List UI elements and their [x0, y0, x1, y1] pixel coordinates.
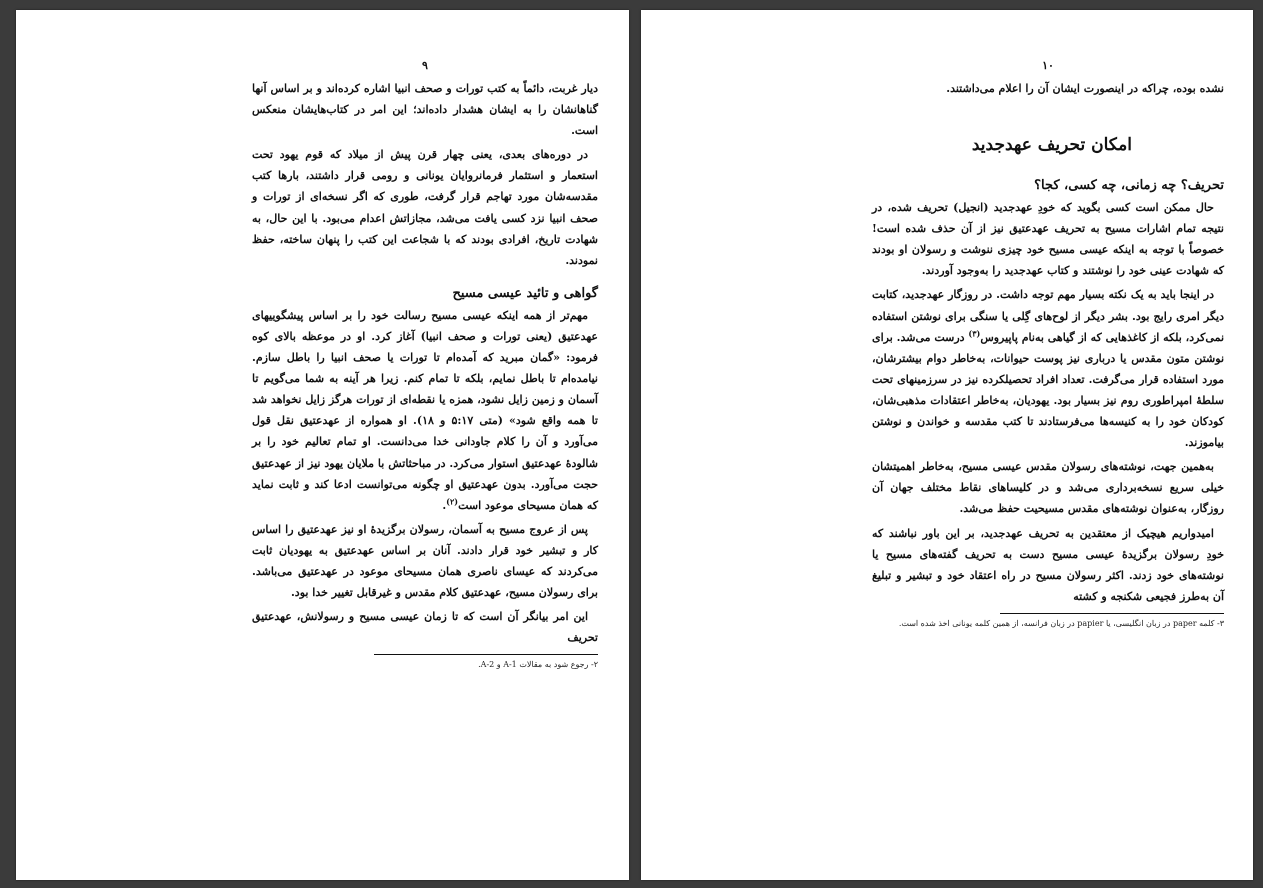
- footnote: ۲- رجوع شود به مقالات A-1 و A-2.: [478, 660, 598, 670]
- page-number: ٩: [422, 59, 428, 72]
- page-content: [252, 60, 598, 671]
- footnote-divider: [374, 654, 598, 655]
- page-content: [872, 60, 1224, 630]
- page-number: ١٠: [1042, 59, 1054, 72]
- paragraph: پس از عروج مسیح به آسمان، رسولان برگزیدهٔ او نیز عهدعتیق را اساس کار و تبشیر خود قرار دادند. آنان بر اساس عهدعتیق به یهودیان ثابت می‌کردند که عیسای ناصری همان مسیحای موعود در عهدعتیق می‌باشد. برای رسولان مسیح، عهدعتیق کلام مقدس و غیرقابل تغییر خدا بود.: [252, 522, 598, 600]
- footnote-divider: [1000, 613, 1224, 614]
- paragraph-text: مهم‌تر از همه اینکه عیسی مسیح رسالت خود را بر اساس پیشگوییهای عهدعتیق (یعنی تورات و صحف انبیا) آغاز کرد. او در موعظه بالای کوه فرمود: «گمان مبرید که آمده‌ام تا تورات یا صحف انبیا را باطل سازم. نیامده‌ام تا باطل نمایم، بلکه تا تمام کنم. زیرا هر آینه به شما می‌گویم تا آسمان و زمین زایل نشود، همزه یا نقطه‌ای از تورات هرگز زایل نخواهد شد تا همه واقع شود» (متی ۵:۱۷ و ۱۸). او همواره از عهدعتیق نقل قول می‌آورد و آن را کلام جاودانی خدا می‌دانست. او تمام تعالیم خود را بر شالودهٔ عهدعتیق استوار می‌کرد. در مباحثاتش با ملایان یهود نیز از عهدعتیق حجت می‌آورد. بدون عهدعتیق او چگونه می‌توانست ادعا کند و ثابت نماید که همان مسیحای موعود است: [252, 308, 598, 512]
- footnote: ۳- کلمه paper در زبان انگلیسی، یا papier در زبان فرانسه، از همین کلمه یونانی اخذ شده است.: [898, 618, 1224, 628]
- section-heading: گواهی و تائید عیسی مسیح: [452, 285, 598, 301]
- paragraph: مهم‌تر از همه اینکه عیسی مسیح رسالت خود را بر اساس پیشگوییهای عهدعتیق (یعنی تورات و صحف انبیا) آغاز کرد. او در موعظه بالای کوه فرمود: «گمان مبرید که آمده‌ام تا تورات یا صحف انبیا را باطل سازم. نیامده‌ام تا باطل نمایم، بلکه تا تمام کنم. زیرا هر آینه به شما می‌گویم تا آسمان و زمین زایل نشود، همزه یا نقطه‌ای از تورات هرگز زایل نخواهد شد تا همه واقع شود» (متی ۵:۱۷ و ۱۸). او همواره از عهدعتیق نقل قول می‌آورد و آن را کلام جاودانی خدا می‌دانست. او تمام تعالیم خود را بر شالودهٔ عهدعتیق استوار می‌کرد. در مباحثاتش با ملایان یهود نیز از عهدعتیق حجت می‌آورد. بدون عهدعتیق او چگونه می‌توانست ادعا کند و ثابت نماید که همان مسیحای موعود است$^{(۲)}$.: [252, 308, 598, 512]
- footnote-reference: (۲): [446, 496, 459, 507]
- chapter-title: امکان تحریف عهدجدید: [971, 135, 1132, 156]
- paragraph-text: درست می‌شد. برای نوشتن متون مقدس یا درباری نیز پوست حیوانات، به‌خاطر دوام بیشترشان، مورد استفاده قرار می‌گرفت. تعداد افراد تحصیلکرده نیز در سرزمینهای تحت سلطهٔ امپراطوری روم نیز بسیار بود. یهودیان، به‌خاطر اعتقادات مذهبی‌شان، کودکان خود را به کنیسه‌ها می‌فرستادند تا کتب مقدسه و خواندن و نوشتن بیاموزند.: [872, 330, 1224, 450]
- paragraph: نشده بوده، چراکه در اینصورت ایشان آن را اعلام می‌داشتند.: [946, 82, 1224, 95]
- paragraph: حال ممکن است کسی بگوید که خودِ عهدجدید (انجیل) تحریف شده، در نتیجه تمام اشارات مسیح به تحریف عهدعتیق نیز از آن حذف شده است! خصوصاً با توجه به اینکه عیسی مسیح خود چیزی ننوشت و رسولان او بودند که شهادت عینی خود را نوشتند و کتاب عهدجدید را به‌وجود آوردند.: [872, 201, 1224, 278]
- paragraph: این امر بیانگر آن است که تا زمان عیسی مسیح و رسولانش، عهدعتیق تحریف: [252, 610, 598, 645]
- book-page-right: [641, 10, 1253, 880]
- footnote-reference: (۳): [968, 328, 981, 338]
- section-heading: تحریف؟ چه زمانی، چه کسی، کجا؟: [1034, 178, 1224, 194]
- paragraph: به‌همین جهت، نوشته‌های رسولان مقدس عیسی مسیح، به‌خاطر اهمیتشان خیلی سریع نسخه‌برداری می‌شد و در کلیساهای نقاط مختلف جهان آن روزگار، به‌عنوان نوشته‌های مقدس مسیحیت حفظ می‌شد.: [872, 460, 1224, 516]
- book-page-left: [16, 10, 629, 880]
- paragraph: امیدواریم هیچیک از معتقدین به تحریف عهدجدید، بر این باور نباشند که خودِ رسولان برگزیدهٔ عیسی مسیح دست به تحریف گفته‌های مسیح یا نوشته‌های خود زدند. اکثر رسولان مسیح در راه اعتقاد خود و تبشیر و تبلیغ آن به‌طرز فجیعی شکنجه و کشته: [872, 526, 1224, 603]
- paragraph: در دوره‌های بعدی، یعنی چهار قرن پیش از میلاد که قوم یهود تحت استعمار و استثمار فرمانروایان یونانی و رومی قرار داشتند، بارها کتب مقدسه‌شان مورد تهاجم قرار گرفت، طوری که اگر نسخه‌ای از تورات و صحف انبیا نزد کسی یافت می‌شد، مجازاتش اعدام می‌بود. با این حال، به شهادت تاریخ، افرادی بودند که با شجاعت این کتب را پنهان ساخته، حفظ نمودند.: [252, 148, 598, 267]
- paragraph: [872, 284, 1224, 453]
- paragraph: دیار غربت، دائماً به کتب تورات و صحف انبیا اشاره کرده‌اند و بر اساس آنها گناهانشان را به ایشان هشدار داده‌اند؛ این امر در کتاب‌هایشان منعکس است.: [252, 82, 598, 138]
- paragraph-text: در اینجا باید به یک نکته بسیار مهم توجه داشت. در روزگار عهدجدید، کتابت دیگر امری رایج بود. بشر دیگر از لوح‌های گِلی یا سنگی برای نوشتن استفاده نمی‌کرد، بلکه از کاغذهایی که از گیاهی به‌نام پاپیروس: [872, 288, 1224, 344]
